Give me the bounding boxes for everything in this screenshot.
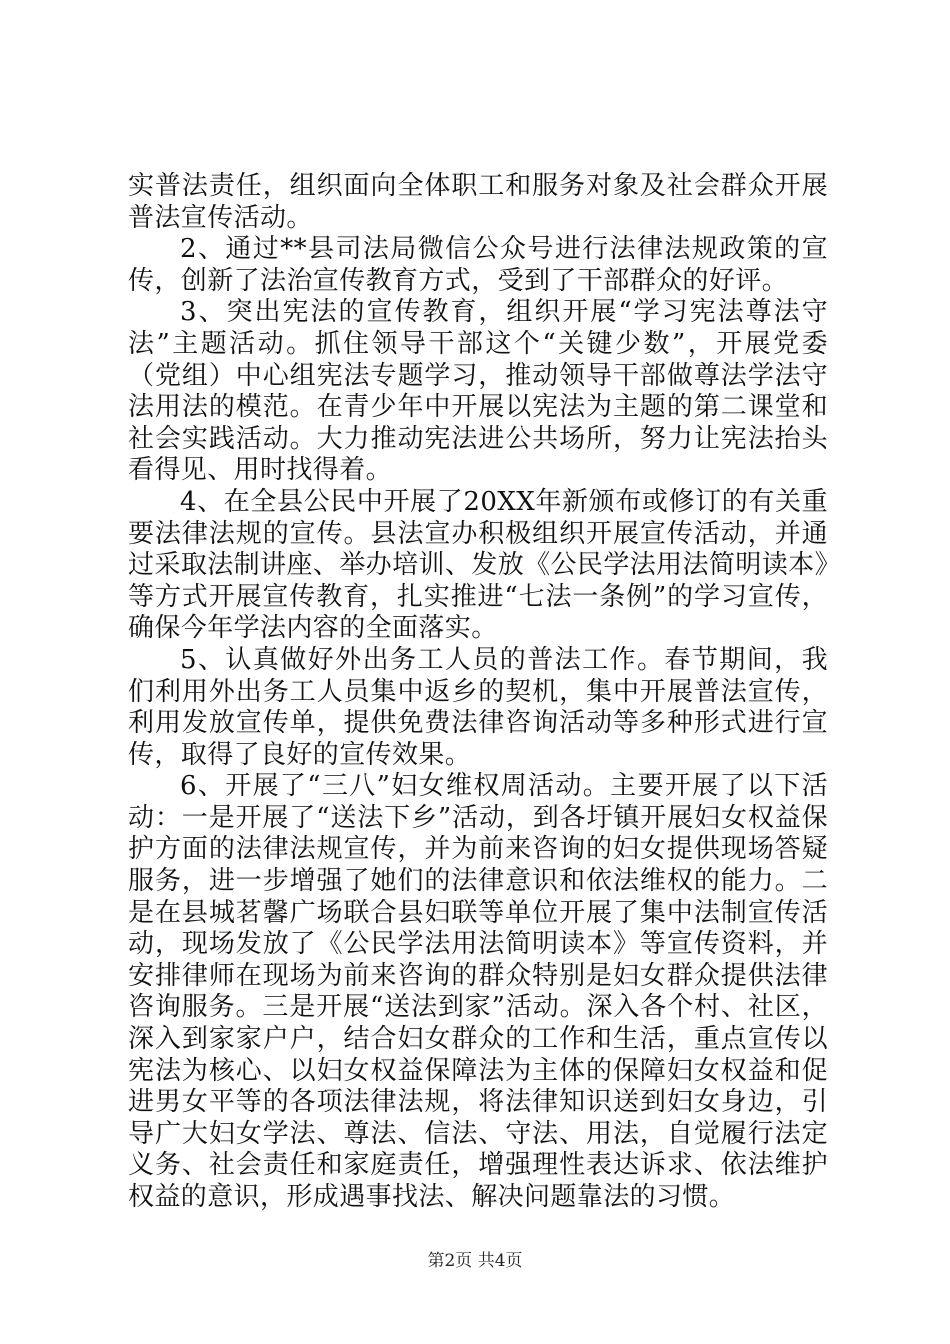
paragraph-item-6: 6、开展了“三八”妇女维权周活动。主要开展了以下活动：一是开展了“送法下乡”活动，到各圩镇开展妇女权益保护方面的法律法规宣传，并为前来咨询的妇女提供现场答疑服务，进一步增强了她们的法律意识和依法维权的能力。二是在县城茗馨广场联合县妇联等单位开展了集中法制宣传活动，现场发放了《公民学法用法简明读本》等宣传资料，并安排律师在现场为前来咨询的群众特别是妇女群众提供法律咨询服务。三是开展“送法到家”活动。深入各个村、社区，深入到家家户户，结合妇女群众的工作和生活，重点宣传以宪法为核心、以妇女权益保障法为主体的保障妇女权益和促进男女平等的各项法律法规，将法律知识送到妇女身边，引导广大妇女学法、尊法、信法、守法、用法，自觉履行法定义务、社会责任和家庭责任，增强理性表达诉求、依法维护权益的意识，形成遇事找法、解决问题靠法的习惯。 bbox=[128, 771, 828, 1212]
document-body bbox=[128, 171, 828, 1214]
paragraph-item-4: 4、在全县公民中开展了20XX年新颁布或修订的有关重要法律法规的宣传。县法宣办积极组织开展宣传活动，并通过采取法制讲座、举办培训、发放《公民学法用法简明读本》等方式开展宣传教育，扎实推进“七法一条例”的学习宣传，确保今年学法内容的全面落实。 bbox=[128, 486, 828, 644]
paragraph-item-5: 5、认真做好外出务工人员的普法工作。春节期间，我们利用外出务工人员集中返乡的契机，集中开展普法宣传，利用发放宣传单，提供免费法律咨询活动等多种形式进行宣传，取得了良好的宣传效果。 bbox=[128, 644, 828, 770]
paragraph-continuation: 实普法责任，组织面向全体职工和服务对象及社会群众开展普法宣传活动。 bbox=[128, 171, 828, 233]
page-number-footer: 第2页 共4页 bbox=[427, 1251, 523, 1271]
paragraph-item-2: 2、通过**县司法局微信公众号进行法律法规政策的宣传，创新了法治宣传教育方式，受到了干部群众的好评。 bbox=[128, 234, 828, 296]
paragraph-item-3: 3、突出宪法的宣传教育，组织开展“学习宪法尊法守法”主题活动。抓住领导干部这个“关键少数”，开展党委（党组）中心组宪法专题学习，推动领导干部做尊法学法守法用法的模范。在青少年中开展以宪法为主题的第二课堂和社会实践活动。大力推动宪法进公共场所，努力让宪法抬头看得见、用时找得着。 bbox=[128, 297, 828, 486]
